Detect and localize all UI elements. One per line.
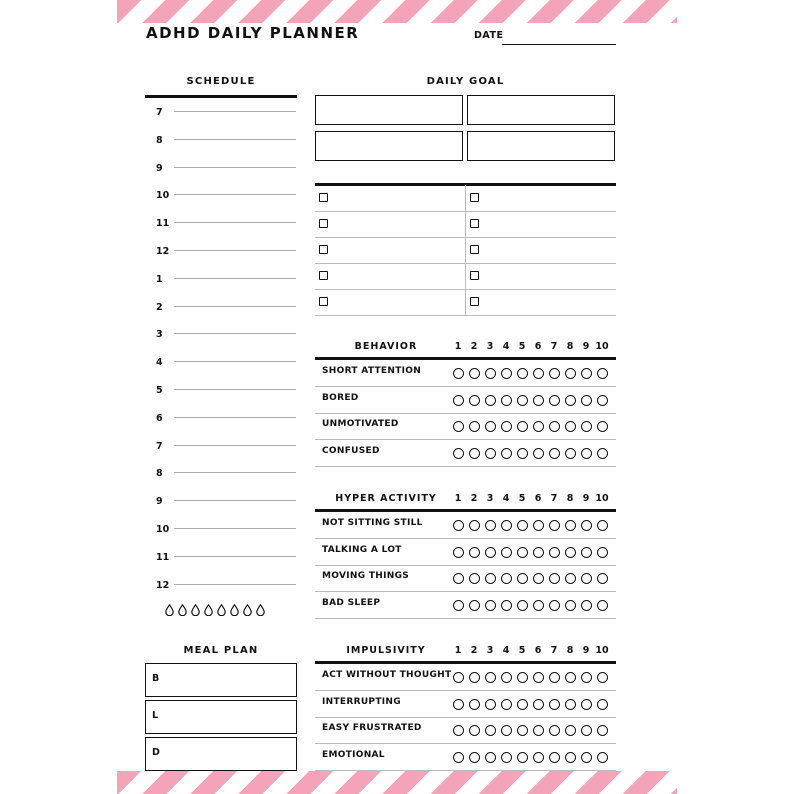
- scale-number: 9: [582, 493, 590, 504]
- rating-header: [315, 490, 616, 506]
- rating-circle[interactable]: [453, 421, 464, 432]
- rating-circle[interactable]: [469, 547, 480, 558]
- scale-number: 10: [595, 493, 609, 504]
- rating-circle[interactable]: [517, 699, 528, 710]
- scale-number: 3: [486, 493, 494, 504]
- rating-circle[interactable]: [549, 725, 560, 736]
- hour-label: 10: [156, 190, 170, 202]
- rating-circle[interactable]: [517, 752, 528, 763]
- hour-label: 8: [156, 468, 163, 480]
- schedule-row[interactable]: [144, 403, 296, 431]
- rating-circle[interactable]: [517, 573, 528, 584]
- rating-circle[interactable]: [453, 368, 464, 379]
- rating-circle[interactable]: [597, 520, 608, 531]
- rating-circle[interactable]: [565, 448, 576, 459]
- rating-circle[interactable]: [453, 600, 464, 611]
- checkbox[interactable]: [470, 245, 479, 254]
- rating-circle[interactable]: [485, 520, 496, 531]
- scale-number: 8: [566, 341, 574, 352]
- schedule-line: [174, 472, 296, 473]
- rating-circle[interactable]: [533, 725, 544, 736]
- scale-number: 1: [454, 493, 462, 504]
- rating-circle[interactable]: [517, 547, 528, 558]
- goal-box[interactable]: [315, 131, 463, 161]
- page-title: ADHD DAILY PLANNER: [146, 24, 360, 42]
- rating-circle[interactable]: [581, 573, 592, 584]
- rating-circle[interactable]: [565, 573, 576, 584]
- water-drop-icon[interactable]: [191, 601, 200, 613]
- schedule-line: [174, 306, 296, 307]
- rating-row: [315, 717, 616, 744]
- schedule-row[interactable]: [144, 542, 296, 570]
- bottom-stripe-border: [117, 771, 677, 794]
- rating-circle[interactable]: [453, 395, 464, 406]
- schedule-line: [174, 389, 296, 390]
- daily-goal-title: DAILY GOAL: [426, 76, 505, 87]
- rating-item-label: EMOTIONAL: [322, 749, 385, 760]
- scale-number: 7: [550, 645, 558, 656]
- rating-circle[interactable]: [517, 600, 528, 611]
- rating-circle[interactable]: [533, 421, 544, 432]
- rating-circle[interactable]: [469, 368, 480, 379]
- scale-number: 1: [454, 645, 462, 656]
- rating-circle[interactable]: [469, 395, 480, 406]
- schedule-line: [174, 584, 296, 585]
- checkbox[interactable]: [319, 297, 328, 306]
- rating-row: [315, 592, 616, 619]
- rating-circle[interactable]: [453, 520, 464, 531]
- rating-row: [315, 413, 616, 440]
- water-drop-icon[interactable]: [217, 601, 226, 613]
- rating-circle[interactable]: [517, 368, 528, 379]
- schedule-row[interactable]: [144, 431, 296, 459]
- rating-circle[interactable]: [597, 368, 608, 379]
- water-drop-icon[interactable]: [256, 601, 265, 613]
- rating-circle[interactable]: [453, 752, 464, 763]
- hour-label: 7: [156, 440, 163, 452]
- scale-number: 6: [534, 493, 542, 504]
- rating-item-label: UNMOTIVATED: [322, 419, 399, 430]
- hour-label: 2: [156, 301, 163, 313]
- rating-circle[interactable]: [581, 421, 592, 432]
- water-drop-icon[interactable]: [165, 601, 174, 613]
- schedule-row[interactable]: [144, 319, 296, 347]
- meal-label: D: [152, 747, 160, 758]
- rating-item-label: SHORT ATTENTION: [322, 366, 422, 376]
- rating-circle[interactable]: [581, 699, 592, 710]
- rating-item-label: MOVING THINGS: [322, 571, 410, 582]
- scale-number: 4: [502, 341, 510, 352]
- scale-number: 2: [470, 341, 478, 352]
- rating-circle[interactable]: [453, 672, 464, 683]
- rating-row: [315, 691, 616, 718]
- schedule-row[interactable]: [144, 180, 296, 208]
- rating-circle[interactable]: [533, 448, 544, 459]
- rating-circle[interactable]: [501, 547, 512, 558]
- hour-label: 5: [156, 385, 163, 396]
- rating-circle[interactable]: [453, 725, 464, 736]
- rating-circle[interactable]: [533, 368, 544, 379]
- schedule-line: [174, 445, 296, 446]
- rating-circle[interactable]: [597, 699, 608, 710]
- schedule-row[interactable]: [144, 486, 296, 514]
- checkbox[interactable]: [319, 271, 328, 280]
- checkbox[interactable]: [470, 297, 479, 306]
- rating-circle[interactable]: [565, 547, 576, 558]
- rating-circle[interactable]: [565, 600, 576, 611]
- schedule-row[interactable]: [144, 236, 296, 264]
- rating-circle[interactable]: [581, 395, 592, 406]
- rating-circle[interactable]: [501, 421, 512, 432]
- scale-number: 9: [582, 645, 590, 656]
- hour-label: 4: [156, 357, 163, 369]
- goal-box[interactable]: [467, 131, 615, 161]
- hour-label: 12: [156, 579, 170, 591]
- rating-row: [315, 565, 616, 592]
- rating-circle[interactable]: [501, 672, 512, 683]
- rating-circle[interactable]: [517, 672, 528, 683]
- water-drop-icon[interactable]: [178, 601, 187, 613]
- scale-number: 3: [486, 645, 494, 656]
- rating-circle[interactable]: [501, 448, 512, 459]
- rating-circle[interactable]: [549, 421, 560, 432]
- rating-row: [315, 664, 616, 691]
- hour-label: 9: [156, 496, 163, 508]
- rating-circle[interactable]: [469, 421, 480, 432]
- rating-circle[interactable]: [565, 368, 576, 379]
- rating-circle[interactable]: [533, 520, 544, 531]
- scale-number: 10: [595, 645, 609, 656]
- rating-circle[interactable]: [581, 672, 592, 683]
- scale-number: 5: [518, 341, 526, 352]
- rating-circle[interactable]: [501, 600, 512, 611]
- rating-circle[interactable]: [565, 421, 576, 432]
- rating-item-label: CONFUSED: [322, 445, 380, 456]
- scale-number: 10: [595, 341, 609, 352]
- scale-number: 4: [502, 645, 510, 656]
- rating-circle[interactable]: [533, 573, 544, 584]
- rating-circle[interactable]: [565, 725, 576, 736]
- water-drop-icon[interactable]: [204, 601, 213, 613]
- hour-label: 1: [156, 273, 163, 285]
- rating-circle[interactable]: [501, 368, 512, 379]
- rating-circle[interactable]: [485, 395, 496, 406]
- scale-number: 8: [566, 645, 574, 656]
- rating-circle[interactable]: [517, 421, 528, 432]
- rating-circle[interactable]: [501, 395, 512, 406]
- hour-label: 9: [156, 162, 163, 174]
- scale-number: 5: [518, 493, 526, 504]
- schedule-row[interactable]: [144, 570, 296, 598]
- rating-circle[interactable]: [549, 699, 560, 710]
- scale-number: 1: [454, 341, 462, 352]
- rating-circle[interactable]: [597, 421, 608, 432]
- schedule-line: [174, 167, 296, 168]
- rating-circle[interactable]: [453, 448, 464, 459]
- schedule-line: [174, 194, 296, 195]
- schedule-line: [174, 333, 296, 334]
- rating-circle[interactable]: [533, 752, 544, 763]
- rating-circle[interactable]: [597, 752, 608, 763]
- scale-number: 2: [470, 493, 478, 504]
- hour-label: 11: [156, 218, 170, 230]
- schedule-row[interactable]: [144, 264, 296, 292]
- rating-row: [315, 440, 616, 467]
- schedule-row[interactable]: [144, 125, 296, 153]
- meal-label: L: [152, 710, 159, 721]
- rating-section-title: IMPULSIVITY: [346, 645, 426, 656]
- rating-circle[interactable]: [581, 547, 592, 558]
- rating-header: [315, 642, 616, 658]
- schedule-title: SCHEDULE: [186, 76, 256, 87]
- scale-number: 8: [566, 493, 574, 504]
- hour-label: 7: [156, 107, 163, 118]
- rating-circle[interactable]: [549, 600, 560, 611]
- schedule-row[interactable]: [144, 458, 296, 486]
- schedule-row[interactable]: [144, 347, 296, 375]
- schedule-row[interactable]: [144, 208, 296, 236]
- scale-number: 6: [534, 645, 542, 656]
- rating-circle[interactable]: [485, 448, 496, 459]
- rating-circle[interactable]: [469, 672, 480, 683]
- rating-circle[interactable]: [597, 725, 608, 736]
- schedule-line: [174, 278, 296, 279]
- schedule-line: [174, 556, 296, 557]
- scale-number: 7: [550, 493, 558, 504]
- hour-label: 8: [156, 134, 163, 146]
- checklist-row: [315, 289, 616, 316]
- rating-circle[interactable]: [581, 368, 592, 379]
- rating-circle[interactable]: [549, 368, 560, 379]
- rating-circle[interactable]: [501, 752, 512, 763]
- rating-circle[interactable]: [533, 672, 544, 683]
- hour-label: 11: [156, 551, 170, 563]
- rating-circle[interactable]: [501, 573, 512, 584]
- rating-circle[interactable]: [533, 395, 544, 406]
- rating-item-label: ACT WITHOUT THOUGHT: [322, 670, 452, 680]
- rating-circle[interactable]: [549, 520, 560, 531]
- rating-circle[interactable]: [469, 725, 480, 736]
- rating-section-title: BEHAVIOR: [354, 341, 418, 352]
- scale-number: 4: [502, 493, 510, 504]
- rating-circle[interactable]: [485, 421, 496, 432]
- scale-number: 7: [550, 341, 558, 352]
- schedule-row[interactable]: [144, 153, 296, 181]
- rating-circle[interactable]: [453, 547, 464, 558]
- meal-box[interactable]: [145, 700, 297, 734]
- schedule-line: [174, 139, 296, 140]
- rating-circle[interactable]: [581, 448, 592, 459]
- rating-circle[interactable]: [533, 600, 544, 611]
- rating-circle[interactable]: [565, 395, 576, 406]
- rating-row: [315, 387, 616, 414]
- schedule-line: [174, 222, 296, 223]
- schedule-row[interactable]: [144, 292, 296, 320]
- rating-circle[interactable]: [501, 520, 512, 531]
- schedule-line: [174, 111, 296, 112]
- rating-circle[interactable]: [469, 573, 480, 584]
- scale-number: 9: [582, 341, 590, 352]
- date-label: DATE: [474, 30, 504, 41]
- rating-circle[interactable]: [469, 448, 480, 459]
- scale-number: 6: [534, 341, 542, 352]
- checkbox[interactable]: [319, 193, 328, 202]
- hour-label: 6: [156, 412, 163, 424]
- rating-circle[interactable]: [469, 752, 480, 763]
- rating-circle[interactable]: [581, 752, 592, 763]
- scale-number: 5: [518, 645, 526, 656]
- meal-box[interactable]: [145, 663, 297, 697]
- rating-row: [315, 360, 616, 387]
- hour-label: 10: [156, 524, 170, 535]
- rating-item-label: INTERRUPTING: [322, 696, 401, 707]
- rating-circle[interactable]: [565, 699, 576, 710]
- scale-number: 3: [486, 341, 494, 352]
- rating-circle[interactable]: [485, 725, 496, 736]
- checklist-row: [315, 185, 616, 212]
- rating-circle[interactable]: [533, 699, 544, 710]
- rating-item-label: NOT SITTING STILL: [322, 518, 423, 528]
- rating-circle[interactable]: [501, 699, 512, 710]
- checklist-row: [315, 211, 616, 238]
- rating-circle[interactable]: [565, 672, 576, 683]
- rating-circle[interactable]: [517, 520, 528, 531]
- meal-plan-title: MEAL PLAN: [183, 645, 259, 656]
- schedule-row[interactable]: [144, 97, 296, 125]
- rating-circle[interactable]: [533, 547, 544, 558]
- meal-label: B: [152, 673, 160, 684]
- water-drop-icon[interactable]: [243, 601, 252, 613]
- rating-row: [315, 744, 616, 771]
- checklist-row: [315, 237, 616, 264]
- planner-page: [117, 0, 677, 794]
- goal-box[interactable]: [467, 95, 615, 125]
- rating-circle[interactable]: [565, 752, 576, 763]
- top-stripe-border: [117, 0, 677, 23]
- checkbox[interactable]: [470, 193, 479, 202]
- goal-box[interactable]: [315, 95, 463, 125]
- rating-circle[interactable]: [501, 725, 512, 736]
- rating-circle[interactable]: [581, 600, 592, 611]
- hour-label: 12: [156, 246, 170, 257]
- rating-circle[interactable]: [549, 448, 560, 459]
- rating-circle[interactable]: [581, 725, 592, 736]
- rating-circle[interactable]: [485, 752, 496, 763]
- rating-circle[interactable]: [517, 725, 528, 736]
- rating-circle[interactable]: [597, 573, 608, 584]
- rating-circle[interactable]: [517, 395, 528, 406]
- rating-circle[interactable]: [485, 573, 496, 584]
- date-field[interactable]: [502, 44, 616, 45]
- rating-circle[interactable]: [485, 672, 496, 683]
- rating-circle[interactable]: [549, 672, 560, 683]
- rating-circle[interactable]: [453, 699, 464, 710]
- schedule-row[interactable]: [144, 514, 296, 542]
- rating-circle[interactable]: [453, 573, 464, 584]
- schedule-line: [174, 500, 296, 501]
- rating-header: [315, 338, 616, 354]
- schedule-line: [174, 417, 296, 418]
- rating-circle[interactable]: [597, 395, 608, 406]
- rating-circle[interactable]: [485, 368, 496, 379]
- schedule-line: [174, 361, 296, 362]
- rating-item-label: BAD SLEEP: [322, 597, 381, 608]
- rating-circle[interactable]: [597, 672, 608, 683]
- rating-row: [315, 512, 616, 539]
- rating-circle[interactable]: [485, 699, 496, 710]
- rating-circle[interactable]: [469, 520, 480, 531]
- rating-circle[interactable]: [581, 520, 592, 531]
- rating-circle[interactable]: [549, 752, 560, 763]
- rating-item-label: BORED: [322, 392, 359, 403]
- rating-circle[interactable]: [597, 600, 608, 611]
- rating-circle[interactable]: [549, 573, 560, 584]
- hour-label: 3: [156, 329, 163, 341]
- rating-circle[interactable]: [549, 547, 560, 558]
- checkbox[interactable]: [470, 219, 479, 228]
- checkbox[interactable]: [319, 219, 328, 228]
- rating-circle[interactable]: [549, 395, 560, 406]
- rating-item-label: EASY FRUSTRATED: [322, 723, 422, 734]
- rating-circle[interactable]: [485, 547, 496, 558]
- schedule-row[interactable]: [144, 375, 296, 403]
- water-drop-icon[interactable]: [230, 601, 239, 613]
- checkbox[interactable]: [319, 245, 328, 254]
- rating-circle[interactable]: [597, 448, 608, 459]
- rating-circle[interactable]: [469, 699, 480, 710]
- checkbox[interactable]: [470, 271, 479, 280]
- checklist-row: [315, 263, 616, 290]
- rating-circle[interactable]: [469, 600, 480, 611]
- scale-number: 2: [470, 645, 478, 656]
- schedule-line: [174, 250, 296, 251]
- rating-section-title: HYPER ACTIVITY: [335, 493, 437, 504]
- schedule-line: [174, 528, 296, 529]
- rating-item-label: TALKING A LOT: [322, 544, 402, 555]
- rating-circle[interactable]: [597, 547, 608, 558]
- meal-box[interactable]: [145, 737, 297, 771]
- rating-circle[interactable]: [485, 600, 496, 611]
- rating-circle[interactable]: [565, 520, 576, 531]
- rating-row: [315, 539, 616, 566]
- rating-circle[interactable]: [517, 448, 528, 459]
